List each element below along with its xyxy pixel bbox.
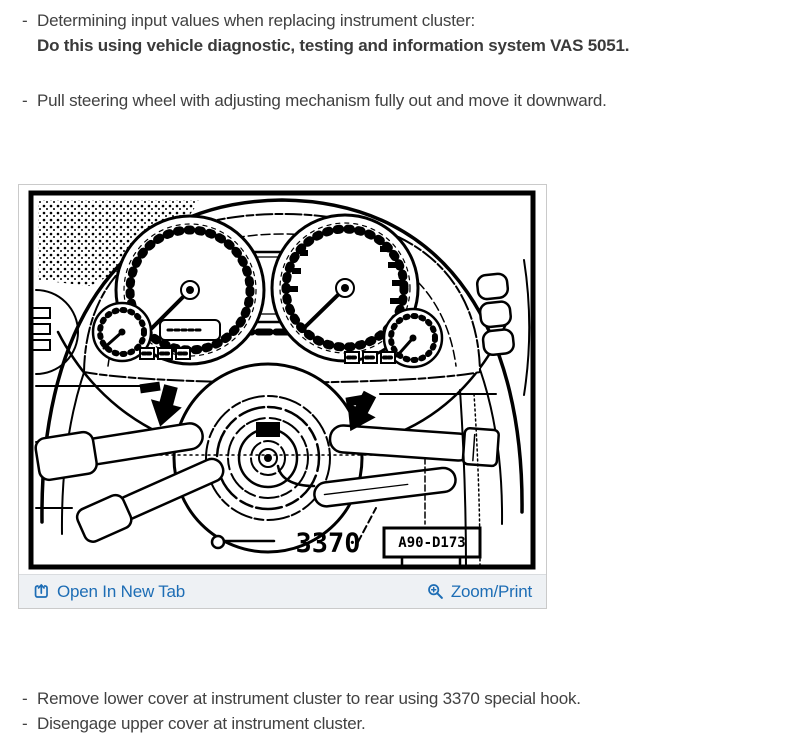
step-note-bold: Do this using vehicle diagnostic, testing and information system VAS 5051. <box>37 36 630 55</box>
instruction-step <box>22 88 607 113</box>
step-text: Disengage upper cover at instrument cluster. <box>37 714 366 733</box>
zoom-plus-icon <box>427 583 444 600</box>
instruction-step <box>22 686 581 711</box>
figure-card <box>18 184 547 609</box>
open-in-new-tab-label: Open In New Tab <box>57 581 186 601</box>
zoom-print-label: Zoom/Print <box>450 581 532 601</box>
step-bullet: - <box>22 11 28 30</box>
instruction-step <box>22 8 629 58</box>
instruction-step <box>22 711 366 736</box>
figure-image <box>19 185 546 574</box>
step-bullet: - <box>22 689 28 708</box>
instrument-cluster-diagram <box>28 190 536 570</box>
step-bullet: - <box>22 91 28 110</box>
step-text: Pull steering wheel with adjusting mechanism fully out and move it downward. <box>37 91 607 110</box>
plate-code-label: A90-D173 <box>398 535 466 551</box>
step-bullet: - <box>22 714 28 733</box>
step-text: Remove lower cover at instrument cluster to rear using 3370 special hook. <box>37 689 581 708</box>
figure-toolbar <box>19 574 546 608</box>
open-in-new-tab-icon <box>33 583 50 600</box>
open-in-new-tab-link[interactable] <box>33 582 185 602</box>
tool-number-label: 3370 <box>295 528 361 559</box>
step-text: Determining input values when replacing instrument cluster: <box>37 11 475 30</box>
zoom-print-link[interactable] <box>427 582 532 602</box>
